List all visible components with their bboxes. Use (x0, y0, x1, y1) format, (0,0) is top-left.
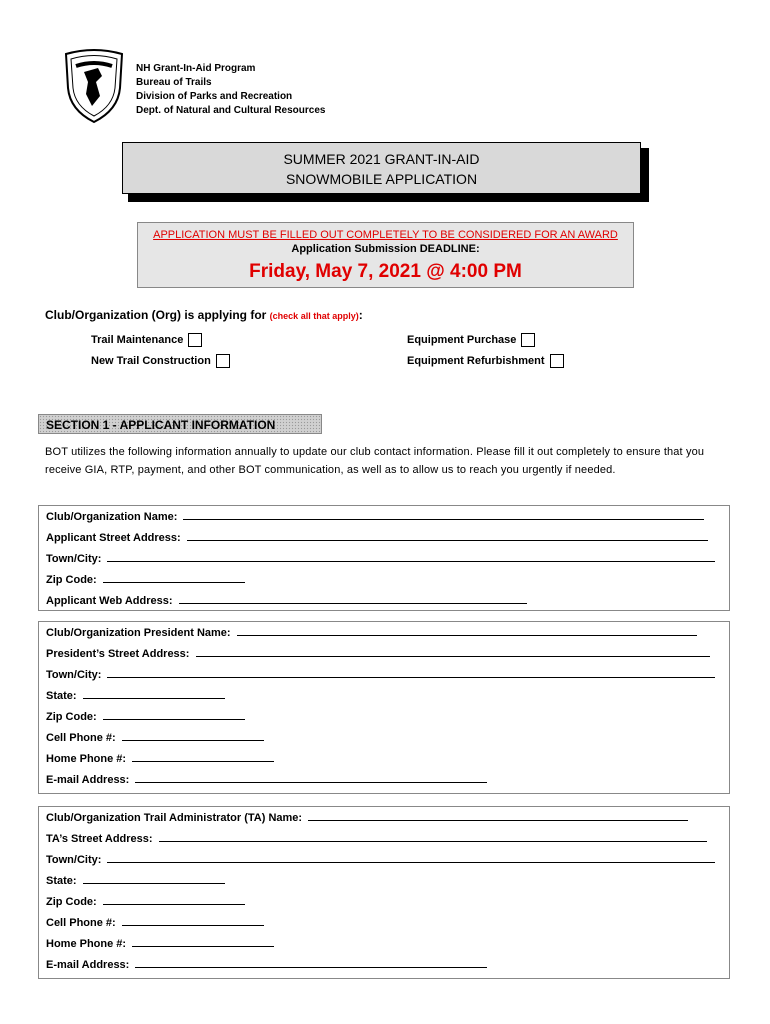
president-zip-field[interactable] (46, 709, 245, 723)
fill-line[interactable] (107, 551, 715, 562)
ta-state-field[interactable] (46, 873, 225, 887)
applying-for-label (45, 308, 363, 322)
ta-home-phone-field[interactable] (46, 936, 274, 950)
trails-bureau-logo (62, 48, 126, 124)
option-label: Trail Maintenance (91, 334, 184, 346)
field-label: E-mail Address: (46, 774, 133, 786)
field-label: Applicant Street Address: (46, 532, 184, 544)
fill-line[interactable] (237, 625, 697, 636)
fill-line[interactable] (179, 593, 527, 604)
deadline-date: Friday, May 7, 2021 @ 4:00 PM (249, 261, 522, 282)
field-label: Zip Code: (46, 896, 100, 908)
applicant-zip-field[interactable] (46, 572, 245, 586)
ta-name-field[interactable] (46, 810, 688, 824)
field-label: E-mail Address: (46, 959, 133, 971)
option-equipment-refurbishment[interactable] (407, 354, 564, 368)
ta-street-field[interactable] (46, 831, 707, 845)
field-label: State: (46, 875, 80, 887)
fill-line[interactable] (196, 646, 710, 657)
president-cell-field[interactable] (46, 730, 264, 744)
option-label: Equipment Purchase (407, 334, 517, 346)
president-name-field[interactable] (46, 625, 697, 639)
president-town-field[interactable] (46, 667, 715, 681)
fill-line[interactable] (308, 810, 688, 821)
president-info-block (38, 621, 730, 794)
title-line-1: SUMMER 2021 GRANT-IN-AID (283, 151, 480, 167)
field-label: Town/City: (46, 669, 105, 681)
club-name-field[interactable] (46, 509, 704, 523)
completion-warning: APPLICATION MUST BE FILLED OUT COMPLETELY TO BE CONSIDERED FOR AN AWARD (153, 229, 618, 241)
field-label: Club/Organization Trail Administrator (TA) Name: (46, 812, 306, 824)
field-label: Home Phone #: (46, 938, 130, 950)
president-email-field[interactable] (46, 772, 487, 786)
fill-line[interactable] (122, 730, 264, 741)
field-label: Club/Organization President Name: (46, 627, 234, 639)
fill-line[interactable] (135, 772, 487, 783)
section-1-intro: BOT utilizes the following information annually to update our club contact information. Please fill it out completely to ensure that you receive GIA, RTP, payment, and other BOT communication, as well as to allow us to reach you urgently if needed. (45, 446, 705, 476)
field-label: Cell Phone #: (46, 732, 119, 744)
field-label: Zip Code: (46, 574, 100, 586)
fill-line[interactable] (83, 688, 225, 699)
ta-town-field[interactable] (46, 852, 715, 866)
ta-zip-field[interactable] (46, 894, 245, 908)
fill-line[interactable] (103, 572, 245, 583)
applicant-info-block (38, 505, 730, 611)
new-trail-construction-checkbox[interactable] (216, 354, 230, 368)
header-line: Bureau of Trails (136, 77, 212, 88)
ta-email-field[interactable] (46, 957, 487, 971)
fill-line[interactable] (103, 894, 245, 905)
applicant-town-field[interactable] (46, 551, 715, 565)
option-label: New Trail Construction (91, 355, 211, 367)
fill-line[interactable] (183, 509, 704, 520)
trail-maintenance-checkbox[interactable] (188, 333, 202, 347)
option-label: Equipment Refurbishment (407, 355, 545, 367)
field-label: Town/City: (46, 553, 105, 565)
deadline-label: Application Submission DEADLINE: (291, 243, 480, 255)
option-trail-maintenance[interactable] (91, 333, 202, 347)
equipment-purchase-checkbox[interactable] (521, 333, 535, 347)
fill-line[interactable] (107, 667, 715, 678)
president-state-field[interactable] (46, 688, 225, 702)
fill-line[interactable] (159, 831, 707, 842)
applicant-web-field[interactable] (46, 593, 527, 607)
fill-line[interactable] (132, 936, 274, 947)
option-new-trail-construction[interactable] (91, 354, 230, 368)
option-equipment-purchase[interactable] (407, 333, 535, 347)
title-line-2: SNOWMOBILE APPLICATION (285, 171, 478, 187)
header-line: Dept. of Natural and Cultural Resources (136, 105, 326, 116)
field-label: TA’s Street Address: (46, 833, 156, 845)
president-home-phone-field[interactable] (46, 751, 274, 765)
field-label: Zip Code: (46, 711, 100, 723)
fill-line[interactable] (187, 530, 708, 541)
agency-header (136, 62, 325, 118)
deadline-box (137, 222, 634, 288)
fill-line[interactable] (103, 709, 245, 720)
header-line: NH Grant-In-Aid Program (136, 63, 256, 74)
field-label: Applicant Web Address: (46, 595, 176, 607)
header-line: Division of Parks and Recreation (136, 91, 293, 102)
section-1-heading: SECTION 1 - APPLICANT INFORMATION (38, 414, 322, 434)
applying-label: Club/Organization (Org) is applying for (45, 308, 270, 322)
trail-admin-info-block (38, 806, 730, 979)
page-title (122, 142, 641, 194)
president-street-field[interactable] (46, 646, 710, 660)
fill-line[interactable] (135, 957, 487, 968)
fill-line[interactable] (83, 873, 225, 884)
field-label: State: (46, 690, 80, 702)
field-label: Town/City: (46, 854, 105, 866)
ta-cell-field[interactable] (46, 915, 264, 929)
field-label: Cell Phone #: (46, 917, 119, 929)
fill-line[interactable] (122, 915, 264, 926)
fill-line[interactable] (132, 751, 274, 762)
field-label: President’s Street Address: (46, 648, 193, 660)
applicant-street-field[interactable] (46, 530, 708, 544)
equipment-refurbishment-checkbox[interactable] (550, 354, 564, 368)
field-label: Club/Organization Name: (46, 511, 181, 523)
check-all-note: (check all that apply) (269, 311, 359, 321)
field-label: Home Phone #: (46, 753, 130, 765)
fill-line[interactable] (107, 852, 715, 863)
applying-colon: : (358, 308, 363, 322)
